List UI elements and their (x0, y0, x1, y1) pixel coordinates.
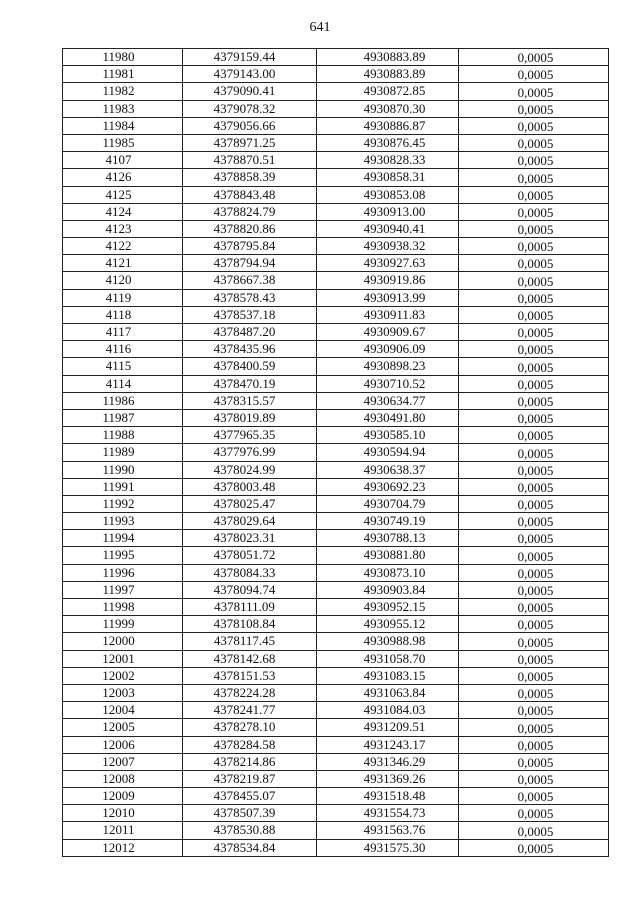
point-number-cell: 11998 (63, 599, 183, 616)
table-row (63, 581, 609, 598)
x-coordinate-cell: 4378214.86 (183, 753, 317, 770)
x-coordinate-cell: 4377965.35 (183, 427, 317, 444)
accuracy-cell: 0,0005 (459, 289, 609, 306)
y-coordinate-cell: 4930858.31 (317, 169, 459, 186)
x-coordinate-cell: 4378025.47 (183, 495, 317, 512)
table-row (63, 564, 609, 581)
x-coordinate-cell: 4378019.89 (183, 409, 317, 426)
x-coordinate-cell: 4378530.88 (183, 822, 317, 839)
y-coordinate-cell: 4930788.13 (317, 530, 459, 547)
x-coordinate-cell: 4378870.51 (183, 152, 317, 169)
point-number-cell: 11993 (63, 513, 183, 530)
y-coordinate-cell: 4930911.83 (317, 306, 459, 323)
point-number-cell: 11988 (63, 427, 183, 444)
table-row (63, 306, 609, 323)
table-row (63, 152, 609, 169)
table-row (63, 169, 609, 186)
table-row (63, 616, 609, 633)
x-coordinate-cell: 4378051.72 (183, 547, 317, 564)
table-row (63, 478, 609, 495)
y-coordinate-cell: 4930710.52 (317, 375, 459, 392)
accuracy-cell: 0,0005 (459, 461, 609, 478)
y-coordinate-cell: 4930913.00 (317, 203, 459, 220)
x-coordinate-cell: 4379143.00 (183, 66, 317, 83)
y-coordinate-cell: 4931063.84 (317, 684, 459, 701)
table-row (63, 255, 609, 272)
accuracy-cell: 0,0005 (459, 581, 609, 598)
point-number-cell: 11991 (63, 478, 183, 495)
accuracy-cell: 0,0005 (459, 203, 609, 220)
point-number-cell: 11995 (63, 547, 183, 564)
point-number-cell: 4125 (63, 186, 183, 203)
accuracy-cell: 0,0005 (459, 186, 609, 203)
y-coordinate-cell: 4931575.30 (317, 839, 459, 856)
point-number-cell: 12005 (63, 719, 183, 736)
table-row (63, 788, 609, 805)
accuracy-cell: 0,0005 (459, 306, 609, 323)
accuracy-cell: 0,0005 (459, 238, 609, 255)
x-coordinate-cell: 4378487.20 (183, 324, 317, 341)
accuracy-cell: 0,0005 (459, 49, 609, 66)
table-row (63, 83, 609, 100)
point-number-cell: 12003 (63, 684, 183, 701)
y-coordinate-cell: 4931563.76 (317, 822, 459, 839)
table-row (63, 650, 609, 667)
table-row (63, 238, 609, 255)
table-row (63, 530, 609, 547)
accuracy-cell: 0,0005 (459, 719, 609, 736)
accuracy-cell: 0,0005 (459, 409, 609, 426)
x-coordinate-cell: 4378534.84 (183, 839, 317, 856)
page-number: 641 (309, 20, 331, 35)
x-coordinate-cell: 4378111.09 (183, 599, 317, 616)
table-row (63, 684, 609, 701)
y-coordinate-cell: 4930853.08 (317, 186, 459, 203)
y-coordinate-cell: 4930919.86 (317, 272, 459, 289)
x-coordinate-cell: 4378794.94 (183, 255, 317, 272)
table-row (63, 822, 609, 839)
table-row (63, 186, 609, 203)
accuracy-cell: 0,0005 (459, 324, 609, 341)
accuracy-cell: 0,0005 (459, 805, 609, 822)
x-coordinate-cell: 4379090.41 (183, 83, 317, 100)
table-row (63, 736, 609, 753)
x-coordinate-cell: 4378843.48 (183, 186, 317, 203)
x-coordinate-cell: 4379159.44 (183, 49, 317, 66)
y-coordinate-cell: 4930491.80 (317, 409, 459, 426)
point-number-cell: 4115 (63, 358, 183, 375)
accuracy-cell: 0,0005 (459, 375, 609, 392)
x-coordinate-cell: 4379078.32 (183, 100, 317, 117)
accuracy-cell: 0,0005 (459, 66, 609, 83)
table-row (63, 547, 609, 564)
x-coordinate-cell: 4378023.31 (183, 530, 317, 547)
table-row (63, 409, 609, 426)
point-number-cell: 11984 (63, 117, 183, 134)
y-coordinate-cell: 4930952.15 (317, 599, 459, 616)
table-row (63, 341, 609, 358)
table-row (63, 495, 609, 512)
y-coordinate-cell: 4930634.77 (317, 392, 459, 409)
accuracy-cell: 0,0005 (459, 839, 609, 856)
table-row (63, 633, 609, 650)
x-coordinate-cell: 4378284.58 (183, 736, 317, 753)
accuracy-cell: 0,0005 (459, 134, 609, 151)
point-number-cell: 4123 (63, 220, 183, 237)
y-coordinate-cell: 4930938.32 (317, 238, 459, 255)
point-number-cell: 12006 (63, 736, 183, 753)
y-coordinate-cell: 4930638.37 (317, 461, 459, 478)
x-coordinate-cell: 4378435.96 (183, 341, 317, 358)
accuracy-cell: 0,0005 (459, 616, 609, 633)
point-number-cell: 11980 (63, 49, 183, 66)
accuracy-cell: 0,0005 (459, 667, 609, 684)
y-coordinate-cell: 4931554.73 (317, 805, 459, 822)
y-coordinate-cell: 4930692.23 (317, 478, 459, 495)
accuracy-cell: 0,0005 (459, 341, 609, 358)
x-coordinate-cell: 4378315.57 (183, 392, 317, 409)
accuracy-cell: 0,0005 (459, 822, 609, 839)
table-row (63, 839, 609, 856)
point-number-cell: 4114 (63, 375, 183, 392)
x-coordinate-cell: 4378455.07 (183, 788, 317, 805)
point-number-cell: 12012 (63, 839, 183, 856)
x-coordinate-cell: 4378224.28 (183, 684, 317, 701)
accuracy-cell: 0,0005 (459, 684, 609, 701)
x-coordinate-cell: 4378029.64 (183, 513, 317, 530)
y-coordinate-cell: 4930988.98 (317, 633, 459, 650)
accuracy-cell: 0,0005 (459, 736, 609, 753)
table-row (63, 272, 609, 289)
point-number-cell: 4119 (63, 289, 183, 306)
accuracy-cell: 0,0005 (459, 513, 609, 530)
point-number-cell: 11997 (63, 581, 183, 598)
y-coordinate-cell: 4930940.41 (317, 220, 459, 237)
table-row (63, 719, 609, 736)
point-number-cell: 11983 (63, 100, 183, 117)
table-row (63, 100, 609, 117)
y-coordinate-cell: 4930873.10 (317, 564, 459, 581)
y-coordinate-cell: 4930749.19 (317, 513, 459, 530)
y-coordinate-cell: 4931209.51 (317, 719, 459, 736)
x-coordinate-cell: 4378507.39 (183, 805, 317, 822)
accuracy-cell: 0,0005 (459, 444, 609, 461)
accuracy-cell: 0,0005 (459, 478, 609, 495)
table-row (63, 427, 609, 444)
coordinates-table-body (63, 49, 609, 857)
point-number-cell: 11990 (63, 461, 183, 478)
y-coordinate-cell: 4930927.63 (317, 255, 459, 272)
point-number-cell: 11985 (63, 134, 183, 151)
y-coordinate-cell: 4930883.89 (317, 66, 459, 83)
table-row (63, 49, 609, 66)
accuracy-cell: 0,0005 (459, 547, 609, 564)
y-coordinate-cell: 4931084.03 (317, 702, 459, 719)
y-coordinate-cell: 4930585.10 (317, 427, 459, 444)
x-coordinate-cell: 4377976.99 (183, 444, 317, 461)
y-coordinate-cell: 4930828.33 (317, 152, 459, 169)
accuracy-cell: 0,0005 (459, 220, 609, 237)
point-number-cell: 11987 (63, 409, 183, 426)
y-coordinate-cell: 4930883.89 (317, 49, 459, 66)
x-coordinate-cell: 4378470.19 (183, 375, 317, 392)
point-number-cell: 4120 (63, 272, 183, 289)
x-coordinate-cell: 4378858.39 (183, 169, 317, 186)
y-coordinate-cell: 4930876.45 (317, 134, 459, 151)
y-coordinate-cell: 4931346.29 (317, 753, 459, 770)
point-number-cell: 11999 (63, 616, 183, 633)
x-coordinate-cell: 4378578.43 (183, 289, 317, 306)
table-row (63, 461, 609, 478)
y-coordinate-cell: 4930955.12 (317, 616, 459, 633)
x-coordinate-cell: 4378795.84 (183, 238, 317, 255)
point-number-cell: 11994 (63, 530, 183, 547)
y-coordinate-cell: 4931369.26 (317, 770, 459, 787)
accuracy-cell: 0,0005 (459, 530, 609, 547)
table-row (63, 392, 609, 409)
accuracy-cell: 0,0005 (459, 358, 609, 375)
point-number-cell: 12008 (63, 770, 183, 787)
point-number-cell: 4117 (63, 324, 183, 341)
table-row (63, 220, 609, 237)
y-coordinate-cell: 4930704.79 (317, 495, 459, 512)
point-number-cell: 12010 (63, 805, 183, 822)
coordinates-table (62, 48, 609, 857)
point-number-cell: 4126 (63, 169, 183, 186)
table-row (63, 702, 609, 719)
accuracy-cell: 0,0005 (459, 255, 609, 272)
y-coordinate-cell: 4931518.48 (317, 788, 459, 805)
table-row (63, 66, 609, 83)
table-row (63, 358, 609, 375)
x-coordinate-cell: 4378400.59 (183, 358, 317, 375)
point-number-cell: 4107 (63, 152, 183, 169)
x-coordinate-cell: 4378024.99 (183, 461, 317, 478)
y-coordinate-cell: 4930872.85 (317, 83, 459, 100)
x-coordinate-cell: 4378537.18 (183, 306, 317, 323)
point-number-cell: 4122 (63, 238, 183, 255)
table-row (63, 599, 609, 616)
x-coordinate-cell: 4379056.66 (183, 117, 317, 134)
x-coordinate-cell: 4378219.87 (183, 770, 317, 787)
accuracy-cell: 0,0005 (459, 117, 609, 134)
y-coordinate-cell: 4930903.84 (317, 581, 459, 598)
table-row (63, 203, 609, 220)
x-coordinate-cell: 4378971.25 (183, 134, 317, 151)
x-coordinate-cell: 4378142.68 (183, 650, 317, 667)
accuracy-cell: 0,0005 (459, 788, 609, 805)
accuracy-cell: 0,0005 (459, 599, 609, 616)
point-number-cell: 11996 (63, 564, 183, 581)
table-row (63, 324, 609, 341)
accuracy-cell: 0,0005 (459, 702, 609, 719)
point-number-cell: 11986 (63, 392, 183, 409)
x-coordinate-cell: 4378003.48 (183, 478, 317, 495)
accuracy-cell: 0,0005 (459, 392, 609, 409)
accuracy-cell: 0,0005 (459, 83, 609, 100)
accuracy-cell: 0,0005 (459, 650, 609, 667)
accuracy-cell: 0,0005 (459, 169, 609, 186)
table-row (63, 117, 609, 134)
y-coordinate-cell: 4931058.70 (317, 650, 459, 667)
accuracy-cell: 0,0005 (459, 152, 609, 169)
point-number-cell: 4121 (63, 255, 183, 272)
y-coordinate-cell: 4930913.99 (317, 289, 459, 306)
table-row (63, 753, 609, 770)
accuracy-cell: 0,0005 (459, 495, 609, 512)
accuracy-cell: 0,0005 (459, 427, 609, 444)
y-coordinate-cell: 4930881.80 (317, 547, 459, 564)
accuracy-cell: 0,0005 (459, 100, 609, 117)
y-coordinate-cell: 4930909.67 (317, 324, 459, 341)
point-number-cell: 12000 (63, 633, 183, 650)
y-coordinate-cell: 4931083.15 (317, 667, 459, 684)
x-coordinate-cell: 4378084.33 (183, 564, 317, 581)
table-row (63, 805, 609, 822)
table-row (63, 513, 609, 530)
point-number-cell: 11989 (63, 444, 183, 461)
x-coordinate-cell: 4378824.79 (183, 203, 317, 220)
x-coordinate-cell: 4378094.74 (183, 581, 317, 598)
point-number-cell: 11992 (63, 495, 183, 512)
y-coordinate-cell: 4930906.09 (317, 341, 459, 358)
y-coordinate-cell: 4930594.94 (317, 444, 459, 461)
point-number-cell: 4118 (63, 306, 183, 323)
point-number-cell: 11982 (63, 83, 183, 100)
table-row (63, 770, 609, 787)
table-row (63, 375, 609, 392)
accuracy-cell: 0,0005 (459, 272, 609, 289)
y-coordinate-cell: 4930870.30 (317, 100, 459, 117)
x-coordinate-cell: 4378820.86 (183, 220, 317, 237)
accuracy-cell: 0,0005 (459, 564, 609, 581)
y-coordinate-cell: 4930898.23 (317, 358, 459, 375)
table-row (63, 289, 609, 306)
point-number-cell: 11981 (63, 66, 183, 83)
x-coordinate-cell: 4378278.10 (183, 719, 317, 736)
point-number-cell: 12009 (63, 788, 183, 805)
point-number-cell: 12001 (63, 650, 183, 667)
y-coordinate-cell: 4930886.87 (317, 117, 459, 134)
table-row (63, 444, 609, 461)
y-coordinate-cell: 4931243.17 (317, 736, 459, 753)
point-number-cell: 4124 (63, 203, 183, 220)
x-coordinate-cell: 4378117.45 (183, 633, 317, 650)
x-coordinate-cell: 4378241.77 (183, 702, 317, 719)
point-number-cell: 12011 (63, 822, 183, 839)
table-row (63, 667, 609, 684)
point-number-cell: 12002 (63, 667, 183, 684)
point-number-cell: 4116 (63, 341, 183, 358)
accuracy-cell: 0,0005 (459, 770, 609, 787)
accuracy-cell: 0,0005 (459, 633, 609, 650)
point-number-cell: 12007 (63, 753, 183, 770)
x-coordinate-cell: 4378151.53 (183, 667, 317, 684)
x-coordinate-cell: 4378667.38 (183, 272, 317, 289)
table-row (63, 134, 609, 151)
x-coordinate-cell: 4378108.84 (183, 616, 317, 633)
point-number-cell: 12004 (63, 702, 183, 719)
accuracy-cell: 0,0005 (459, 753, 609, 770)
